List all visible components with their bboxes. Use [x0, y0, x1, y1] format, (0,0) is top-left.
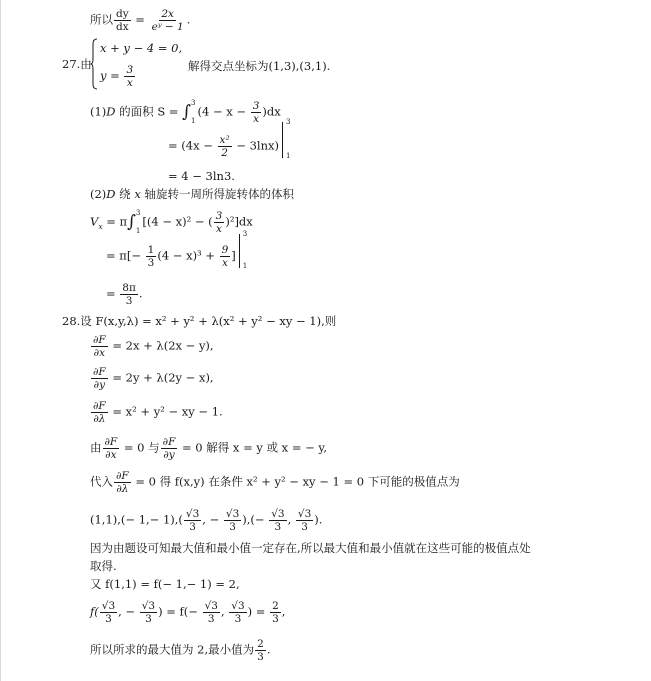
text: =	[131, 12, 149, 27]
text: 所以	[90, 12, 113, 27]
fraction-sqrt3-over-3	[269, 508, 286, 533]
numerator: 2	[257, 638, 264, 650]
numerator: √3	[271, 508, 285, 520]
text: = x² + y² − xy − 1.	[108, 404, 223, 419]
text: ) = f(−	[158, 604, 202, 619]
page-edge	[0, 0, 1, 681]
part1-result: = 4 − 3ln3.	[168, 169, 235, 183]
fraction-dF-dlambda	[91, 400, 108, 425]
fraction-dF-dy	[161, 436, 178, 461]
numerator: √3	[225, 508, 240, 520]
denominator: 3	[189, 521, 196, 534]
text: .	[138, 286, 143, 301]
text: =	[106, 286, 120, 301]
denominator: 3	[229, 521, 236, 534]
denominator: x	[126, 77, 133, 90]
numerator: ∂F	[93, 366, 106, 378]
fraction-sqrt3-over-3	[203, 600, 220, 625]
denominator: ∂λ	[93, 413, 106, 426]
text: [(4 − x)² − (	[142, 214, 213, 229]
integral-limits	[136, 210, 140, 235]
text: = π[−	[106, 248, 145, 263]
text: = 2x + λ(2x − y),	[108, 338, 214, 353]
denominator: x	[221, 257, 228, 270]
denominator: 3	[274, 521, 282, 534]
denominator: 3	[234, 613, 242, 626]
denominator: 3	[272, 613, 279, 626]
denominator: 3	[301, 521, 308, 534]
text: (4 − x −	[197, 104, 250, 119]
fraction-sqrt3-over-3	[140, 600, 157, 625]
numerator: √3	[231, 600, 245, 612]
lower-limit: 1	[135, 226, 141, 235]
left-brace	[90, 38, 98, 90]
text: .	[266, 642, 271, 657]
numerator: x²	[219, 134, 230, 146]
fraction-sqrt3-over-3	[100, 600, 117, 625]
denominator: 3	[207, 613, 215, 626]
numerator: 1	[147, 244, 155, 256]
text: − 3lnx)	[232, 138, 279, 153]
fraction-1-over-3	[146, 244, 157, 269]
numerator: ∂F	[104, 436, 118, 448]
text: (1)	[90, 104, 107, 119]
text: 由	[90, 440, 102, 455]
q28-statement: 28.设 F(x,y,λ) = x² + y² + λ(x² + y² − xy − 1),则	[62, 314, 337, 328]
text: 所以所求的最大值为 2,最小值为	[90, 642, 255, 657]
lower-limit: 1	[191, 116, 196, 125]
lower-limit: 1	[286, 152, 291, 161]
text: )dx	[262, 104, 281, 119]
fraction-2-over-3	[270, 600, 281, 625]
text: = π	[102, 214, 128, 229]
upper-limit: 3	[135, 209, 141, 217]
text: , −	[118, 604, 139, 619]
numerator: √3	[204, 600, 218, 612]
reasoning-paragraph-cont: 取得.	[90, 559, 117, 573]
q27-eq2	[100, 64, 136, 89]
subscript: x	[98, 221, 103, 231]
text: D	[106, 187, 116, 201]
fraction-dy-dx	[114, 8, 131, 33]
numerator: 2x	[161, 8, 174, 20]
reasoning-paragraph: 因为由题设可知最大值和最小值一定存在,所以最大值和最小值就在这些可能的极值点处	[90, 541, 531, 555]
numerator: 9	[221, 244, 229, 256]
fraction-dF-dx	[91, 334, 108, 359]
partial-flambda	[90, 400, 223, 425]
denominator: eʸ − 1	[151, 21, 184, 34]
denominator: 3	[145, 613, 152, 626]
fraction-sqrt3-over-3	[229, 600, 246, 625]
upper-limit: 3	[242, 229, 248, 238]
text: f(	[90, 604, 99, 619]
text: ,	[281, 604, 286, 619]
text: .	[186, 12, 191, 27]
volume-result	[106, 282, 143, 307]
text: ),(−	[242, 512, 269, 527]
solve-line	[90, 436, 327, 461]
upper-limit: 3	[286, 117, 291, 126]
text: ]	[231, 248, 236, 263]
text: , −	[202, 512, 223, 527]
denominator: ∂λ	[116, 483, 129, 496]
numerator: dy	[116, 8, 129, 20]
text: 代入	[90, 474, 113, 489]
fraction-3-over-x	[251, 100, 262, 125]
numerator: 2	[272, 600, 279, 612]
denominator: 3	[125, 295, 133, 308]
integral-sign: ∫	[127, 212, 136, 233]
part1-area	[90, 100, 281, 125]
text: x	[134, 187, 141, 201]
numerator: ∂F	[162, 436, 176, 448]
final-answer	[90, 638, 270, 663]
text: = 0 与	[120, 440, 160, 455]
fraction-sqrt3-over-3	[296, 508, 313, 533]
text: = 0 解得 x = y 或 x = − y,	[178, 440, 328, 455]
value-line-1: 又 f(1,1) = f(− 1,− 1) = 2,	[90, 577, 240, 591]
q27-label: 27.由	[62, 57, 92, 71]
fraction-x2-over-2	[218, 134, 232, 159]
denominator: x	[216, 223, 222, 236]
text: (2)	[90, 187, 107, 201]
text: V	[90, 214, 99, 229]
denominator: x	[253, 113, 259, 126]
numerator: 8π	[122, 282, 136, 294]
fraction-2-over-3	[255, 638, 266, 663]
evaluation-bar	[239, 229, 248, 271]
fraction-9-over-x	[220, 244, 231, 269]
fraction-dF-dlambda	[114, 470, 131, 495]
integral-limits	[191, 100, 195, 125]
numerator: √3	[141, 600, 156, 612]
text: = (4x −	[168, 138, 217, 153]
numerator: ∂F	[116, 470, 129, 482]
numerator: ∂F	[93, 400, 106, 412]
numerator: 3	[215, 210, 223, 223]
denominator: 3	[105, 613, 112, 626]
text: ,	[220, 604, 229, 619]
part1-antiderivative	[168, 117, 291, 161]
text: (1,1),(− 1,− 1),(	[90, 512, 183, 527]
text: D	[106, 104, 116, 119]
text: )²]dx	[225, 214, 253, 229]
denominator: 2	[221, 147, 228, 160]
line-dy-dx	[90, 8, 190, 33]
text: (4 − x)³ +	[157, 248, 219, 263]
fraction-sqrt3-over-3	[184, 508, 201, 533]
denominator: dx	[116, 21, 129, 34]
partial-fy	[90, 366, 214, 391]
text: y =	[100, 68, 124, 83]
text: 的面积 S =	[115, 104, 183, 119]
text: 绕	[115, 187, 135, 201]
upper-limit: 3	[191, 99, 196, 107]
denominator: 3	[147, 257, 155, 270]
volume-antiderivative	[106, 229, 248, 271]
value-line-2	[90, 600, 285, 625]
denominator: 3	[257, 651, 264, 664]
text: 轴旋转一周所得旋转体的体积	[140, 187, 294, 201]
extreme-points	[90, 508, 322, 533]
text: = 2y + λ(2y − x),	[108, 370, 214, 385]
text: ,	[287, 512, 295, 527]
integral-sign: ∫	[182, 102, 192, 123]
fraction-dF-dx	[103, 436, 120, 461]
part2-intro	[90, 188, 294, 202]
fraction-sqrt3-over-3	[224, 508, 241, 533]
volume-integral	[90, 210, 253, 235]
text: = 0 得 f(x,y) 在条件 x² + y² − xy − 1 = 0 下可能的极值点为	[131, 474, 460, 489]
lower-limit: 1	[242, 262, 248, 271]
fraction-dF-dy	[91, 366, 108, 391]
denominator: ∂x	[93, 347, 106, 360]
denominator: ∂y	[93, 379, 106, 392]
numerator: √3	[185, 508, 200, 520]
fraction-8pi-over-3	[120, 282, 138, 307]
numerator: √3	[101, 600, 116, 612]
fraction-2x	[150, 8, 186, 33]
text: ) =	[247, 604, 270, 619]
numerator: 3	[252, 100, 260, 113]
numerator: √3	[297, 508, 312, 520]
q27-result: 解得交点坐标为(1,3),(3,1).	[188, 59, 331, 73]
text: ).	[314, 512, 323, 527]
numerator: 3	[126, 64, 134, 76]
numerator: ∂F	[93, 334, 106, 346]
fraction-3-over-x	[214, 210, 225, 235]
q27-eq1: x + y − 4 = 0,	[100, 41, 183, 55]
substitute-line	[90, 470, 460, 495]
partial-fx	[90, 334, 214, 359]
fraction-3-over-x	[124, 64, 135, 89]
denominator: ∂y	[163, 449, 175, 462]
denominator: ∂x	[105, 449, 117, 462]
evaluation-bar	[282, 117, 291, 161]
